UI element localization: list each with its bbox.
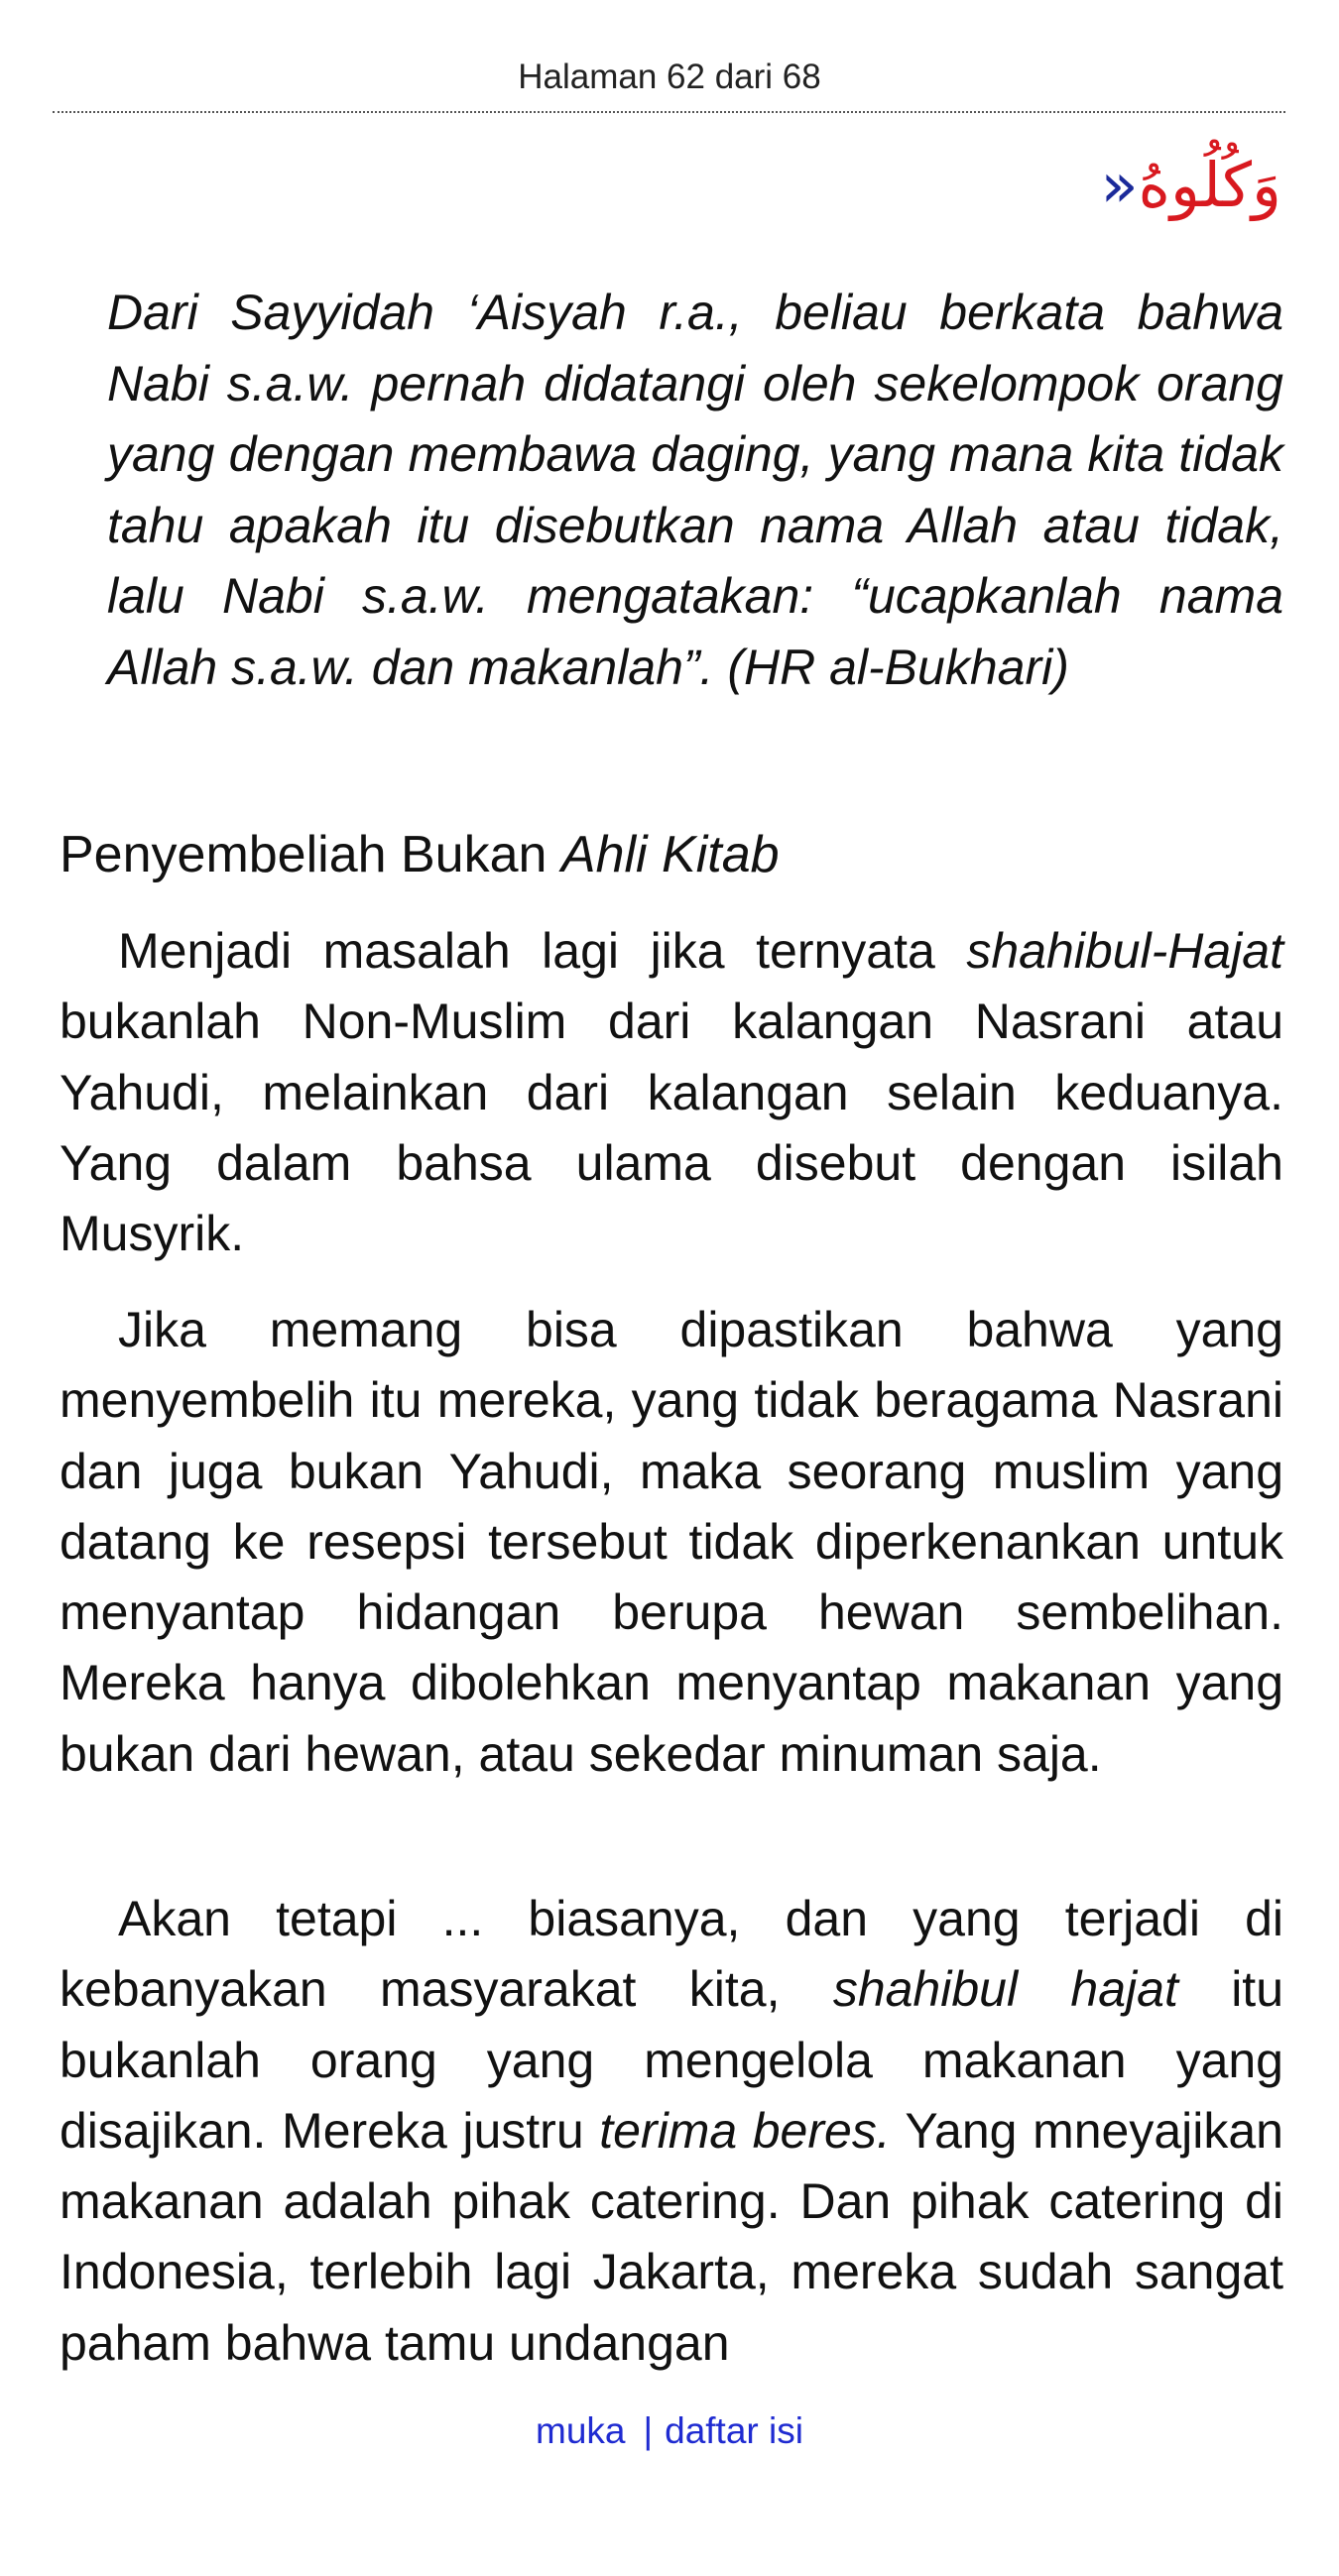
table-of-contents-link[interactable]: daftar isi [665,2410,803,2451]
paragraph-3-text-b: itu bukanlah orang yang mengelola makanan yang disajikan. Mereka justru [60,1961,1283,2159]
paragraph-1-italic: shahibul-Hajat [966,923,1283,979]
section-heading-normal: Penyembeliah Bukan [60,826,561,883]
paragraph-3-text-a: Akan tetapi ... biasanya, dan yang terjadi di kebanyakan masyarakat kita, [60,1891,1283,2018]
footer-navigation [0,2407,1339,2455]
home-link[interactable]: muka [536,2410,626,2451]
page-indicator: Halaman 62 dari 68 [518,58,821,96]
footer-separator: | [643,2410,654,2451]
header-divider [53,111,1285,113]
paragraph-1-text-b: bukanlah Non-Muslim dari kalangan Nasrani atau Yahudi, melainkan dari kalangan selain keduanya. Yang dalam bahsa ulama disebut dengan isilah Musyrik. [60,994,1283,1262]
section-heading [60,817,780,892]
paragraph-1-text-a: Menjadi masalah lagi jika ternyata [118,923,967,979]
paragraph-3 [60,1884,1283,2379]
paragraph-2-text: Jika memang bisa dipastikan bahwa yang menyembelih itu mereka, yang tidak beragama Nasrani dan juga bukan Yahudi, maka seorang muslim yang datang ke resepsi tersebut tidak diperkenankan untuk menyantap hidangan berupa hewan sembelihan. Mereka hanya dibolehkan menyantap makanan yang bukan dari hewan, atau sekedar minuman saja. [60,1302,1283,1782]
arabic-quote-mark: « [1100,149,1139,221]
paragraph-1 [60,916,1283,1269]
section-heading-italic: Ahli Kitab [560,826,780,883]
paragraph-3-text-c: Yang mneyajikan makanan adalah pihak catering. Dan pihak catering di Indonesia, terlebih lagi Jakarta, mereka sudah sangat paham bahwa tamu undangan [60,2102,1283,2371]
paragraph-3-italic-a: shahibul hajat [832,1961,1178,2018]
hadith-quote: Dari Sayyidah ‘Aisyah r.a., beliau berkata bahwa Nabi s.a.w. pernah didatangi oleh sekelompok orang yang dengan membawa daging, yang mana kita tidak tahu apakah itu disebutkan nama Allah atau tidak, lalu Nabi s.a.w. mengatakan: “ucapkanlah nama Allah s.a.w. dan makanlah”. (HR al-Bukhari) [107,285,1283,695]
page-number-header [0,56,1339,99]
arabic-quote-line [1101,141,1281,230]
paragraph-3-italic-b: terima beres. [599,2102,891,2159]
paragraph-2 [60,1295,1283,1790]
arabic-word: وَكُلُوهُ [1138,149,1281,221]
